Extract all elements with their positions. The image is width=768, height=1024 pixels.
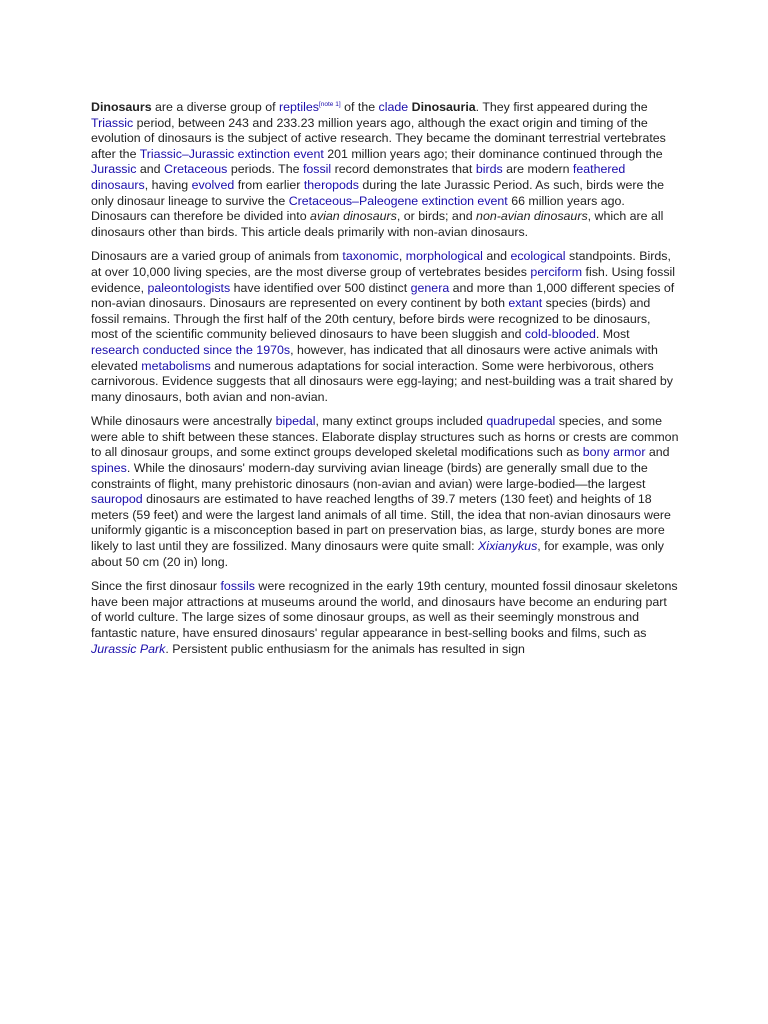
text-run: . Persistent public enthusiasm for the animals has resulted in sign	[165, 641, 525, 656]
italic-term: non-avian dinosaurs	[476, 209, 588, 224]
wiki-link[interactable]: quadrupedal	[486, 414, 556, 429]
text-run: period, between 243 and 233.23 million years ago, although the exact origin and timing of the evolution of dinosaurs is the subject of active research. They became the dominant terrestrial vertebrates after the	[91, 115, 666, 161]
text-run: , which are all dinosaurs other than birds. This article deals primarily with non-avian dinosaurs.	[91, 209, 664, 239]
text-run: species, and some were able to shift between these stances. Elaborate display structures such as horns or crests are common to all dinosaur groups, and some extinct groups developed skeletal modifications such as	[91, 414, 679, 460]
wiki-link[interactable]: metabolisms	[141, 358, 211, 373]
bold-term: Dinosauria	[411, 100, 476, 114]
wiki-link[interactable]: genera	[410, 280, 450, 295]
article-body	[91, 100, 679, 666]
wiki-link[interactable]: sauropod	[91, 492, 143, 507]
text-run: were recognized in the early 19th century, mounted fossil dinosaur skeletons have been major attractions at museums around the world, and dinosaurs have become an enduring part of world culture. The large sizes of some dinosaur groups, as well as their seemingly monstrous and fantastic nature, have ensured dinosaurs' regular appearance in best-selling books and films, such as	[91, 579, 678, 640]
text-run: . Most	[595, 327, 630, 342]
wiki-link[interactable]: extant	[508, 296, 543, 311]
bold-term: Dinosaurs	[91, 100, 152, 114]
wiki-link[interactable]: morphological	[405, 249, 483, 264]
wiki-link[interactable]: Jurassic	[91, 162, 137, 177]
paragraph-culture	[91, 579, 679, 657]
text-run: are modern	[502, 162, 573, 177]
wiki-link[interactable]: reptiles	[279, 100, 319, 114]
text-run: standpoints. Birds, at over 10,000 living species, are the most diverse group of vertebrates besides	[91, 249, 671, 279]
text-run: during the late Jurassic Period. As such, birds were the only dinosaur lineage to survive the	[91, 177, 665, 208]
text-run: . While the dinosaurs' modern-day surviving avian lineage (birds) are generally small due to the constraints of flight, many prehistoric dinosaurs (non-avian and avian) were large-bodied—the largest	[91, 461, 648, 491]
text-run: , however, has indicated that all dinosaurs were active animals with elevated	[91, 342, 658, 373]
text-run: Since the first dinosaur	[91, 579, 221, 594]
italic-term: avian dinosaurs	[310, 209, 397, 224]
wiki-link[interactable]: feathered dinosaurs	[91, 162, 626, 192]
text-run: and	[645, 445, 670, 460]
wiki-link[interactable]: fossils	[220, 579, 255, 594]
text-run: , many extinct groups included	[315, 414, 487, 429]
wiki-link[interactable]: Jurassic Park	[91, 641, 166, 656]
text-run: fish. Using fossil evidence,	[91, 264, 676, 295]
text-run: While dinosaurs were ancestrally	[91, 414, 276, 429]
wiki-link[interactable]: fossil	[302, 162, 332, 177]
paragraph-intro	[91, 100, 679, 240]
wiki-link[interactable]: birds	[475, 162, 503, 177]
text-run: have identified over 500 distinct	[230, 280, 411, 295]
text-run: 201 million years ago; their dominance continued through the	[323, 146, 663, 161]
text-run: Dinosaurs are a varied group of animals from	[91, 249, 343, 264]
text-run: dinosaurs are estimated to have reached lengths of 39.7 meters (130 feet) and heights of 18 meters (59 feet) and were the largest land animals of all time. Still, the idea that non-avian dinosaurs were uniformly gigantic is a misconception based in part on preservation bias, as large, sturdy bones are more likely to last until they are fossilized. Many dinosaurs were quite small:	[91, 492, 671, 554]
text-run: are a diverse group of	[151, 100, 280, 114]
wiki-link[interactable]: evolved	[191, 177, 235, 192]
wiki-link[interactable]: theropods	[303, 177, 359, 192]
text-run: and	[482, 249, 511, 264]
footnote-link[interactable]: [note 1]	[318, 100, 341, 108]
text-run: , for example, was only about 50 cm (20 in) long.	[91, 539, 664, 569]
text-run: of the	[340, 100, 379, 114]
text-run: record demonstrates that	[331, 162, 476, 177]
wiki-link[interactable]: ecological	[510, 249, 566, 264]
wiki-link[interactable]: Xixianykus	[478, 539, 538, 554]
text-run: 66 million years ago. Dinosaurs can therefore be divided into	[91, 193, 625, 224]
wiki-link[interactable]: clade	[378, 100, 409, 114]
wiki-link[interactable]: paleontologists	[147, 280, 231, 295]
text-run: and numerous adaptations for social interaction. Some were herbivorous, others carnivorous. Evidence suggests that all dinosaurs were egg-laying; and nest-building was a trait shared by many dinosaurs, both avian and non-avian.	[91, 358, 673, 404]
text-run: species (birds) and fossil remains. Through the first half of the 20th century, before birds were recognized to be dinosaurs, most of the scientific community believed dinosaurs to have been sluggish and	[91, 296, 651, 342]
wiki-link[interactable]: cold-blooded	[524, 327, 596, 342]
text-run: and more than 1,000 different species of non-avian dinosaurs. Dinosaurs are represented on every continent by both	[91, 280, 675, 311]
text-run: . They first appeared during the	[475, 100, 648, 114]
wiki-link[interactable]: perciform	[530, 264, 583, 279]
text-run: , or birds; and	[396, 209, 477, 224]
wiki-link[interactable]: Cretaceous–Paleogene extinction event	[288, 193, 508, 208]
wiki-link[interactable]: spines	[91, 461, 127, 476]
text-run: , having	[144, 177, 192, 192]
text-run: from earlier	[234, 177, 304, 192]
text-run: and	[136, 162, 165, 177]
wiki-link[interactable]: bipedal	[275, 414, 316, 429]
wiki-link[interactable]: Triassic	[91, 115, 134, 130]
text-run: periods. The	[227, 162, 303, 177]
paragraph-anatomy	[91, 414, 679, 570]
text-run: ,	[398, 249, 406, 264]
wiki-link[interactable]: Triassic–Jurassic extinction event	[139, 146, 324, 161]
wiki-link[interactable]: Cretaceous	[164, 162, 228, 177]
wiki-link[interactable]: taxonomic	[342, 249, 399, 264]
wiki-link[interactable]: research conducted since the 1970s	[91, 342, 291, 357]
paragraph-diversity	[91, 249, 679, 405]
wiki-link[interactable]: bony armor	[582, 445, 646, 460]
